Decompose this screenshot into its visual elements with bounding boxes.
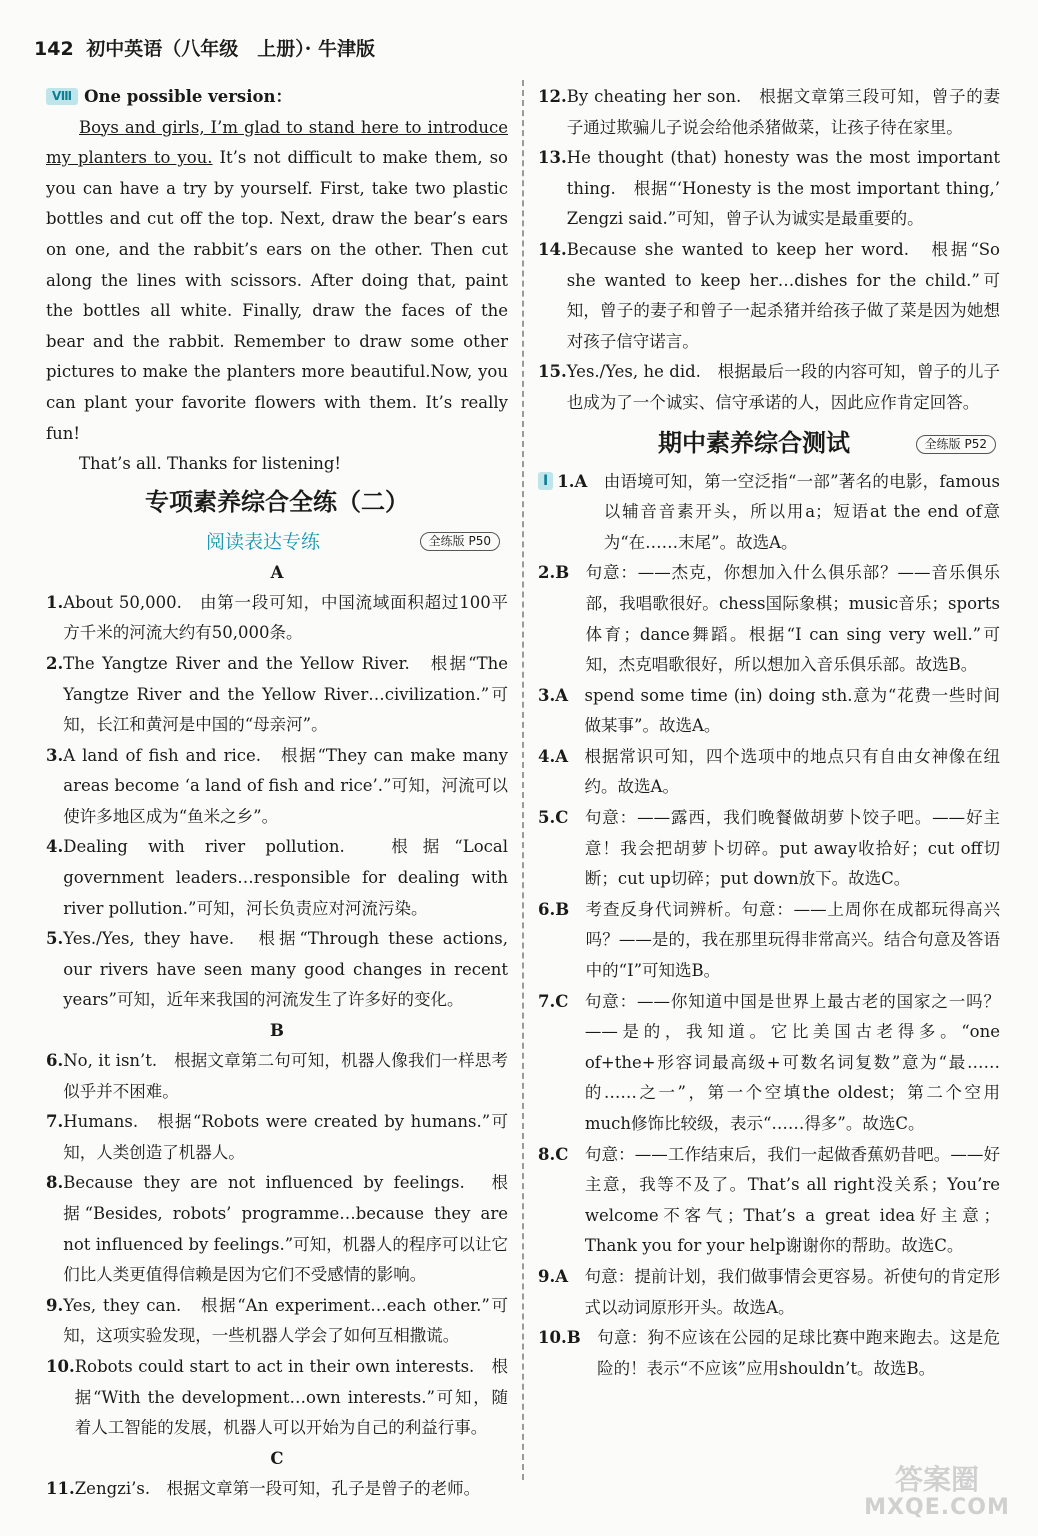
mcq-text: 句意：——露西，我们晚餐做胡萝卜饺子吧。——好主意！我会把胡萝卜切碎。put away收拾好；cut off切断；cut up切碎；put down放下。故选C。 (584, 808, 1000, 889)
mcq-item (538, 742, 1000, 803)
answer-item (46, 1352, 508, 1444)
mcq-answer: 3.A (538, 685, 569, 705)
answer-text: A land of fish and rice. 根据“They can make many areas become ‘a land of fish and rice’.”可知，河流可以使许多地区成为“鱼米之乡”。 (63, 745, 508, 826)
answer-item (46, 1107, 508, 1168)
mcq-item (538, 467, 1000, 559)
part-c-label: C (270, 1448, 284, 1468)
mcq-answer: 7.C (538, 991, 569, 1011)
answer-number: 7. (46, 1112, 64, 1132)
answer-item (46, 1474, 508, 1505)
mcq-item (538, 681, 1000, 742)
mcq-number (538, 558, 586, 680)
mcq-answer: 5.C (538, 808, 569, 828)
answer-number: 5. (46, 929, 64, 949)
section-8-heading (46, 82, 508, 113)
subtitle: 阅读表达专练 (206, 530, 321, 553)
answer-item (46, 1168, 508, 1290)
answer-number: 11. (46, 1478, 75, 1498)
mcq-item (538, 987, 1000, 1140)
midterm-title: 期中素养综合测试 (658, 428, 850, 457)
mcq-text: spend some time (in) doing sth.意为“花费一些时间做某事”。故选A。 (584, 685, 1000, 736)
answer-number: 4. (46, 837, 64, 857)
answer-number: 6. (46, 1051, 64, 1071)
answer-number: 8. (46, 1173, 64, 1193)
mcq-answer: 1.A (557, 471, 588, 491)
answer-item (46, 1046, 508, 1107)
part-a-list (46, 588, 508, 1016)
answer-number: 15. (538, 362, 567, 382)
part-b-label: B (270, 1021, 284, 1041)
essay-body (46, 113, 508, 450)
mcq-text: 句意：——工作结束后，我们一起做香蕉奶昔吧。——好主意，我等不及了。That’s all right没关系；You’re welcome不客气；That’s a great idea好主意；Thank you for your help谢谢你的帮助。故选C。 (584, 1144, 1000, 1256)
mcq-number (538, 467, 604, 559)
book-title: 初中英语（八年级 上册）· 牛津版 (86, 38, 376, 60)
answer-number: 3. (46, 745, 64, 765)
answer-number: 2. (46, 653, 64, 673)
mcq-number (538, 1323, 597, 1384)
column-divider (522, 80, 524, 1480)
answer-text: The Yangtze River and the Yellow River. 根据“The Yangtze River and the Yellow River…civilization.”可知，长江和黄河是中国的“母亲河”。 (63, 653, 508, 735)
mcq-answer: 2.B (538, 563, 570, 583)
answer-text: Dealing with river pollution. 根据“Local government leaders…responsible for dealing with river pollution.”可知，河长负责应对河流污染。 (63, 837, 508, 918)
mcq-text: 根据常识可知，四个选项中的地点只有自由女神像在纽约。故选A。 (584, 746, 1000, 797)
answer-item (538, 357, 1000, 418)
part-a-label: A (270, 562, 284, 582)
answer-number: 13. (538, 148, 567, 168)
part-c-list (46, 1474, 508, 1505)
part-b-list (46, 1046, 508, 1444)
answer-text: Yes, they can. 根据“An experiment…each other.”可知，这项实验发现，一些机器人学会了如何互相撒谎。 (63, 1295, 508, 1346)
mcq-item (538, 895, 1000, 987)
subtitle-row (46, 526, 508, 558)
answer-text: Yes./Yes, they have. 根据“Through these actions, our rivers have seen many good changes in recent years”可知，近年来我国的河流发生了许多好的变化。 (63, 929, 508, 1010)
midterm-title-row (538, 423, 1000, 467)
mcq-list (538, 467, 1000, 1385)
page-number: 142 (34, 38, 74, 60)
answer-number: 12. (538, 87, 567, 106)
mcq-number (538, 1262, 585, 1323)
mcq-text: 句意：——你知道中国是世界上最古老的国家之一吗？——是的，我知道。它比美国古老得多。“one of+the+形容词最高级+可数名词复数”意为“最……的……之一”，第一个空填the oldest；第二个空用much修饰比较级，表示“……得多”。故选C。 (584, 991, 1000, 1133)
answer-item (538, 235, 1000, 357)
mcq-answer: 4.A (538, 746, 569, 766)
watermark-line1: 答案圈 (894, 1463, 979, 1496)
right-column (538, 82, 1000, 1384)
section-1-badge: Ⅰ (538, 472, 553, 490)
answer-text: Yes./Yes, he did. 根据最后一段的内容可知，曾子的儿子也成为了一个诚实、信守承诺的人，因此应作肯定回答。 (566, 362, 1000, 412)
mcq-text: 考查反身代词辨析。句意：——上周你在成都玩得高兴吗？——是的，我在那里玩得非常高兴。结合句意及答语中的“I”可知选B。 (585, 899, 1000, 981)
mcq-item (538, 1323, 1000, 1384)
mcq-item (538, 1262, 1000, 1323)
mcq-item (538, 1140, 1000, 1262)
answer-text: Because they are not influenced by feelings. 根据“Besides, robots’ programme…because they are not influenced by feelings.”可知，机器人的程序可以让它们比人类更值得信赖是因为它们不受感情的影响。 (63, 1173, 508, 1285)
watermark-line2: MXQE.COM (864, 1495, 1010, 1520)
page-reference: 全练版 P52 (916, 435, 996, 454)
page-header (34, 34, 375, 61)
answer-item (46, 649, 508, 741)
answer-text: Because she wanted to keep her word. 根据“So she wanted to keep her…dishes for the child.”可知，曾子的妻子和曾子一起杀猪并给孩子做了菜是因为她想对孩子信守诺言。 (566, 239, 1000, 351)
mcq-number (538, 987, 585, 1140)
mcq-item (538, 803, 1000, 895)
section-8-badge: Ⅷ (46, 88, 78, 105)
page-reference: 全练版 P50 (420, 532, 500, 551)
answer-item (46, 924, 508, 1016)
left-column (46, 82, 508, 1504)
essay-text: It’s not difficult to make them, so you can have a try by yourself. First, take two plastic bottles and cut off the top. Next, draw the bear’s ears on one, and the rabbit’s ears on the other. Then cut along the lines with scissors. After doing that, paint the bottles all white. Finally, draw the faces of the bear and the rabbit. Remember to draw some other pictures to make the planters more beautiful.Now, you can plant your favorite flowers with them. It’s really fun! (46, 148, 508, 443)
section-title: 专项素养综合全练（二） (145, 487, 409, 516)
part-c-continued (538, 82, 1000, 419)
heading-text: One possible version： (84, 87, 292, 106)
answer-item (538, 143, 1000, 235)
mcq-number (538, 742, 585, 803)
answer-number: 1. (46, 592, 64, 612)
answer-item (46, 741, 508, 833)
mcq-text: 句意：——杰克，你想加入什么俱乐部？——音乐俱乐部，我唱歌很好。chess国际象棋；music音乐；sports体育；dance舞蹈。根据“I can sing very well.”可知，杰克唱歌很好，所以想加入音乐俱乐部。故选B。 (585, 563, 1000, 675)
answer-text: He thought (that) honesty was the most important thing. 根据“‘Honesty is the most important thing,’ Zengzi said.”可知，曾子认为诚实是最重要的。 (566, 148, 1000, 229)
watermark-logo (862, 1463, 1012, 1526)
answer-text: Humans. 根据“Robots were created by humans.”可知，人类创造了机器人。 (63, 1112, 508, 1162)
mcq-answer: 8.C (538, 1144, 569, 1164)
essay-closing: That’s all. Thanks for listening! (79, 454, 342, 474)
answer-number: 10. (46, 1356, 75, 1376)
answer-text: Zengzi’s. 根据文章第一段可知，孔子是曾子的老师。 (74, 1478, 481, 1498)
answer-text: About 50,000. 由第一段可知，中国流域面积超过100平方千米的河流大约有50,000条。 (63, 592, 508, 643)
mcq-answer: 9.A (538, 1266, 569, 1286)
answer-text: Robots could start to act in their own interests. 根据“With the development…own interests.”可知，随着人工智能的发展，机器人可以开始为自己的利益行事。 (74, 1356, 508, 1438)
mcq-number (538, 803, 585, 895)
answer-item (538, 82, 1000, 143)
answer-item (46, 1291, 508, 1352)
essay-underlined: Boys and girls, I’m glad to stand here to introduce my planters to you. (46, 117, 508, 168)
answer-item (46, 832, 508, 924)
mcq-number (538, 1140, 585, 1262)
answer-number: 14. (538, 239, 567, 259)
mcq-item (538, 558, 1000, 680)
answer-item (46, 588, 508, 649)
answer-number: 9. (46, 1295, 64, 1315)
answer-text: By cheating her son. 根据文章第三段可知，曾子的妻子通过欺骗儿子说会给他杀猪做菜，让孩子待在家里。 (566, 87, 1000, 137)
mcq-text: 句意：提前计划，我们做事情会更容易。祈使句的肯定形式以动词原形开头。故选A。 (584, 1266, 1000, 1317)
mcq-number (538, 895, 586, 987)
mcq-text: 句意：狗不应该在公园的足球比赛中跑来跑去。这是危险的！表示“不应该”应用shouldn’t。故选B。 (597, 1328, 1000, 1378)
mcq-text: 由语境可知，第一空泛指“一部”著名的电影，famous以辅音音素开头，所以用a；短语at the end of意为“在……末尾”。故选A。 (603, 471, 1000, 552)
mcq-answer: 10.B (538, 1328, 581, 1348)
mcq-answer: 6.B (538, 899, 570, 919)
mcq-number (538, 681, 585, 742)
answer-text: No, it isn’t. 根据文章第二句可知，机器人像我们一样思考似乎并不困难。 (63, 1051, 508, 1101)
